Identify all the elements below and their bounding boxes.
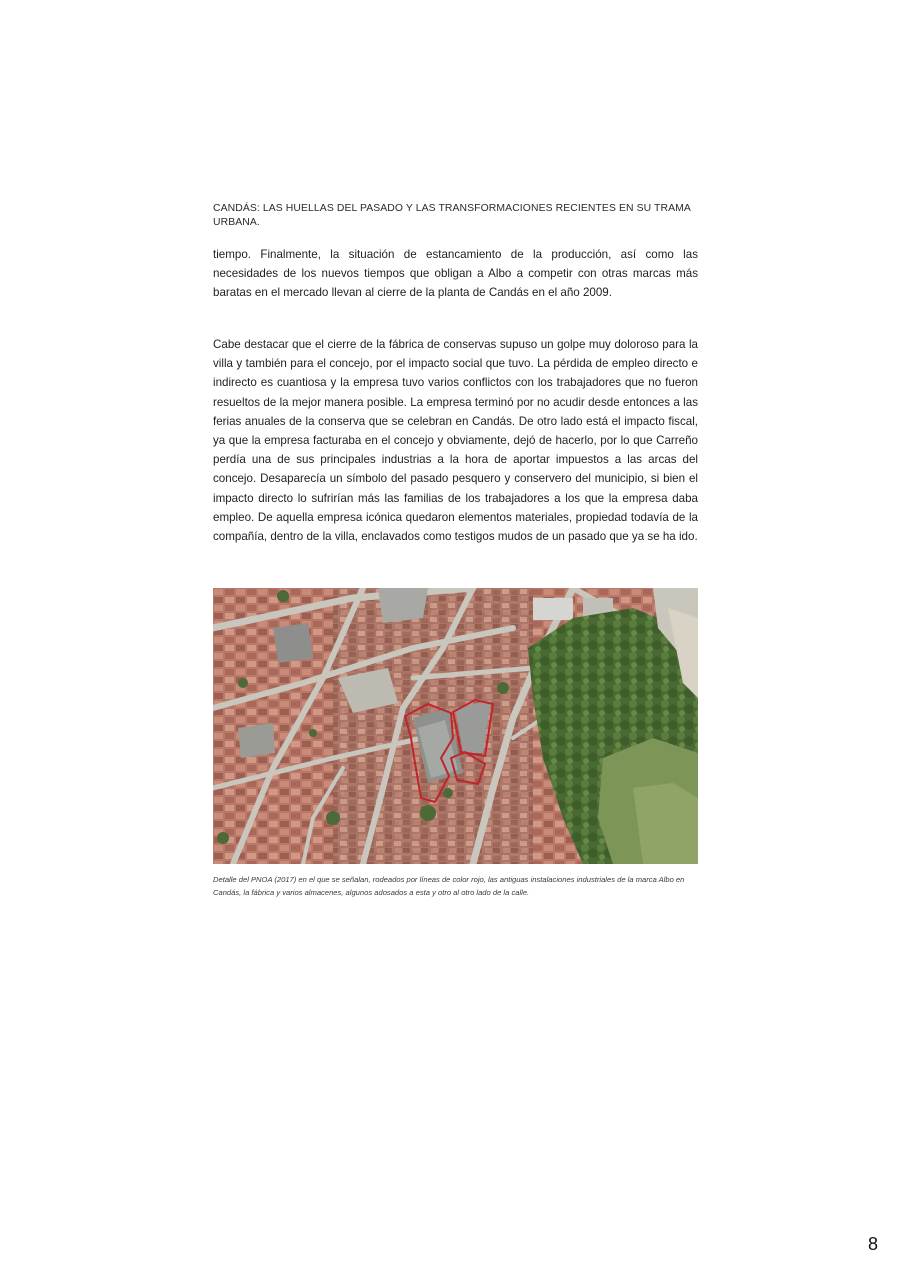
paragraph-2: Cabe destacar que el cierre de la fábrica de conservas supuso un golpe muy doloroso para la villa y también para el concejo, por el impacto social que tuvo. La pérdida de empleo directo e indirecto es cuantiosa y la empresa tuvo varios conflictos con los trabajadores que no fueron resueltos de la mejor manera posible. La empresa terminó por no acudir desde entonces a las ferias anuales de la conserva que se celebran en Candás. De otro lado está el impacto fiscal, ya que la empresa facturaba en el concejo y obviamente, dejó de hacerlo, por lo que Carreño perdía una de sus principales industrias a la hora de aportar impuestos a las arcas del concejo. Desaparecía un símbolo del pasado pesquero y conservero del municipio, si bien el impacto directo lo sufrirían más las familias de los trabajadores a los que la empresa daba empleo. De aquella empresa icónica quedaron elementos materiales, propiedad todavía de la compañía, dentro de la villa, enclavados como testigos mudos de un pasado que ya se ha ido. xyxy=(213,338,698,544)
aerial-photo xyxy=(213,588,698,864)
page-number: 8 xyxy=(868,1234,879,1254)
paragraph-1: tiempo. Finalmente, la situación de estancamiento de la producción, así como las necesidades de los nuevos tiempos que obligan a Albo a competir con otras marcas más baratas en el mercado llevan al cierre de la planta de Candás en el año 2009. xyxy=(213,248,698,300)
figure-caption: Detalle del PNOA (2017) en el que se señalan, rodeados por líneas de color rojo, las antiguas instalaciones industriales de la marca Albo en Candás, la fábrica y varios almacenes, algunos adosados a esta y otro al otro lado de la calle. xyxy=(213,875,685,897)
aerial-photo-figure xyxy=(213,588,698,864)
running-header: CANDÁS: LAS HUELLAS DEL PASADO Y LAS TRANSFORMACIONES RECIENTES EN SU TRAMA URBANA. xyxy=(213,203,691,228)
